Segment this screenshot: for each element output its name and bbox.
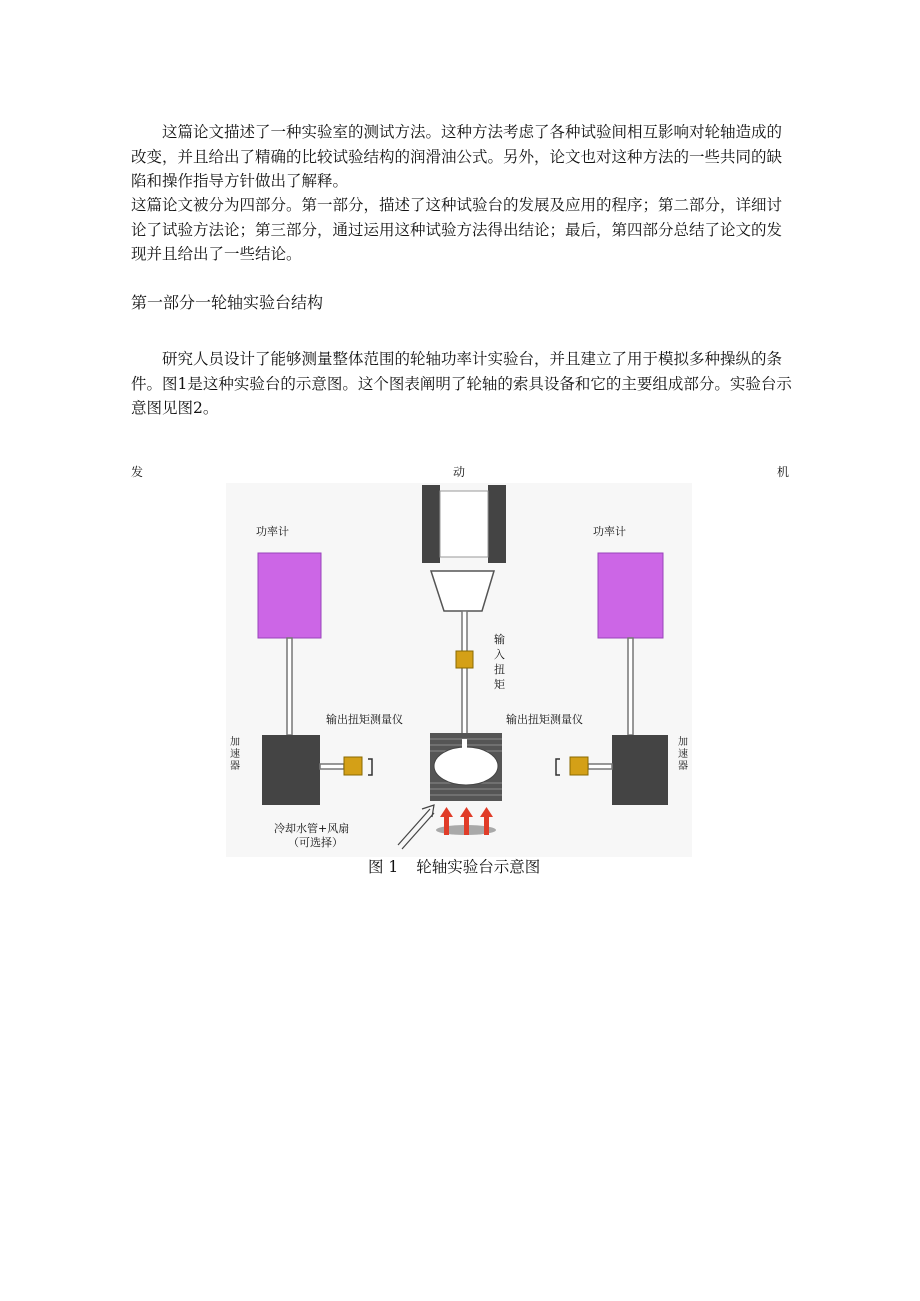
engine-housing [431,571,494,611]
input-shaft [462,611,467,739]
axle-housing [430,733,502,801]
left-output-label: 输出扭矩测量仪 [326,713,403,726]
caption-number: 图 1 [368,858,399,876]
right-coupling [556,759,560,775]
cooling-label-2: （可选择） [288,836,343,849]
right-dynamometer [598,553,663,638]
test-rig-diagram [226,483,692,857]
input-torque-label-1: 输 [494,633,505,646]
right-output-shaft [588,764,612,769]
engine-block [422,485,506,563]
left-accelerator [262,735,320,805]
left-dynamometer [258,553,321,638]
right-accel-label [678,735,688,772]
right-output-label: 输出扭矩测量仪 [506,713,583,726]
input-torque-label-2: 入 [494,648,505,661]
caption-text: 轮轴实验台示意图 [416,858,541,876]
pointer-arrow-icon [398,805,434,849]
svg-text:速: 速 [230,749,240,760]
figure-caption [368,856,540,878]
svg-text:器: 器 [678,761,688,772]
right-vertical-shaft [628,638,633,735]
intro-paragraph-1: 这篇论文描述了一种实验室的测试方法。这种方法考虑了各种试验间相互影响对轮轴造成的改变，并且给出了精确的比较试验结构的润滑油公式。另外，论文也对这种方法的一些共同的缺陷和操作指导方针做出了解释。 [131,123,783,190]
engine-label-2: 动 [453,465,466,479]
left-dyno-label: 功率计 [256,525,289,538]
right-dyno-label: 功率计 [593,525,626,538]
input-torque-sensor [456,651,473,668]
intro-paragraph-2: 这篇论文被分为四部分。第一部分，描述了这种试验台的发展及应用的程序；第二部分，详细讨论了试验方法论；第三部分，通过运用这种试验方法得出结论；最后，第四部分总结了论文的发现并且给出了一些结论。 [131,196,783,263]
left-vertical-shaft [287,638,292,735]
cooling-label-1: 冷却水管+风扇 [274,822,350,835]
right-output-sensor [570,757,588,775]
input-torque-label-3: 扭 [494,663,505,676]
left-output-sensor [344,757,362,775]
left-coupling [368,759,372,775]
section-paragraph-1: 研究人员设计了能够测量整体范围的轮轴功率计实验台，并且建立了用于模拟多种操纵的条件。图1是这种实验台的示意图。这个图表阐明了轮轴的索具设备和它的主要组成部分。实验台示意图见图2。 [131,350,792,417]
left-output-shaft [320,764,344,769]
section-heading: 第一部分一轮轴实验台结构 [131,293,324,312]
engine-label-1: 发 [131,465,144,479]
svg-text:速: 速 [678,749,688,760]
svg-text:器: 器 [230,761,240,772]
engine-label-3: 机 [777,465,790,479]
left-accel-label [230,735,240,772]
cooling-air-arrows [436,807,496,835]
right-accelerator [612,735,668,805]
svg-text:加: 加 [230,737,240,748]
input-torque-label-4: 矩 [494,678,505,691]
svg-text:加: 加 [678,737,688,748]
